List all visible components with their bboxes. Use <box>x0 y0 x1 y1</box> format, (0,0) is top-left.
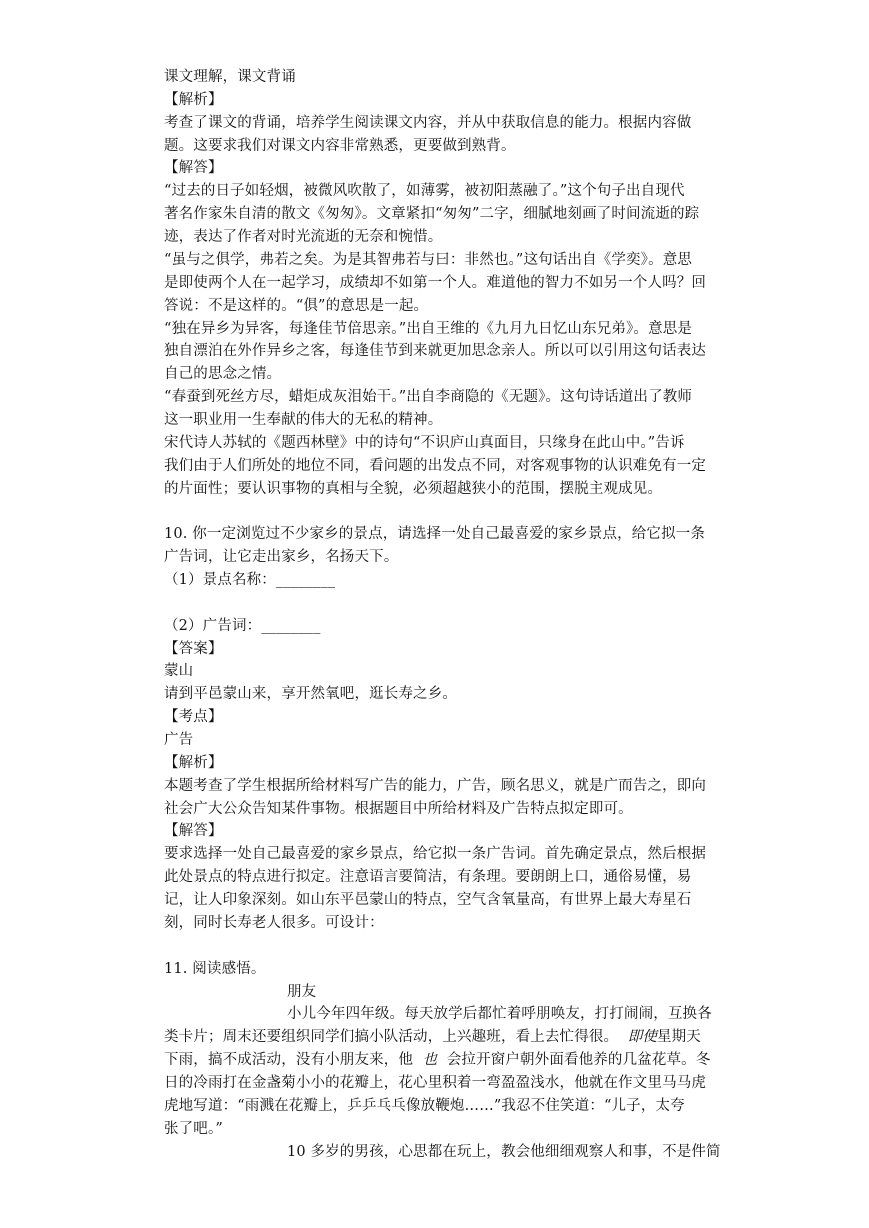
passage-text-segment: 星期天 <box>657 1029 701 1045</box>
section-heading-answer: 【答案】 <box>164 641 223 657</box>
solution-text-line: 著名作家朱自清的散文《匆匆》。文章紧扣“匆匆”二字，细腻地刻画了时间流逝的踪 <box>164 206 700 222</box>
analysis-text-line: 社会广大公众告知某件事物。根据题目中所给材料及广告特点拟定即可。 <box>164 801 633 817</box>
solution-text-line: 答说：不是这样的。“俱”的意思是一起。 <box>164 298 429 314</box>
question-11-prompt: 11. 阅读感悟。 <box>164 961 266 977</box>
section-heading-analysis: 【解析】 <box>164 755 223 771</box>
solution-text-line: 要求选择一处自己最喜爱的家乡景点，给它拟一条广告词。首先确定景点，然后根据 <box>164 846 707 862</box>
solution-text-line: “虽与之俱学，弗若之矣。为是其智弗若与曰：非然也。”这句话出自《学奕》。意思 <box>164 252 693 268</box>
passage-text-segment: 类卡片；周末还要组织同学们搞小队活动，上兴趣班，看上去忙得很。 <box>164 1029 619 1045</box>
solution-text-line: 此处景点的特点进行拟定。注意语言要简洁，有条理。要朗朗上口，通俗易懂，易 <box>164 869 692 885</box>
passage-text-line: 张了吧。” <box>164 1121 223 1137</box>
analysis-text-line: 本题考查了学生根据所给材料写广告的能力，广告，顾名思义，就是广而告之，即向 <box>164 778 707 794</box>
solution-text-line: 我们由于人们所处的地位不同，看问题的出发点不同，对客观事物的认识难免有一定 <box>164 458 707 474</box>
section-heading-solution: 【解答】 <box>164 823 223 839</box>
passage-text-segment: 会拉开窗户朝外面看他养的几盆花草。冬 <box>446 1052 711 1068</box>
answer-topic: 课文理解，课文背诵 <box>164 69 296 85</box>
section-heading-topic: 【考点】 <box>164 709 223 725</box>
answer-text-line: 请到平邑蒙山来，享开然氧吧，逛长寿之乡。 <box>164 686 457 702</box>
passage-title: 朋友 <box>287 984 317 1000</box>
passage-emphasized-word: 即使 <box>627 1029 657 1045</box>
passage-text-line: 虎地写道：“雨溅在花瓣上，乒乒乓乓像放鞭炮……”我忍不住笑道：“儿子，太夸 <box>164 1098 685 1114</box>
solution-text-line: 的片面性；要认识事物的真相与全貌，必须超越狭小的范围，摆脱主观成见。 <box>164 481 663 497</box>
analysis-text-line: 题。这要求我们对课文内容非常熟悉，更要做到熟背。 <box>164 138 516 154</box>
section-heading-analysis: 【解析】 <box>164 92 223 108</box>
solution-text-line: 独自漂泊在外作异乡之客，每逢佳节到来就更加思念亲人。所以可以引用这句话表达 <box>164 343 707 359</box>
solution-text-line: 迹，表达了作者对时光流逝的无奈和惋惜。 <box>164 229 443 245</box>
solution-text-line: “春蚕到死丝方尽，蜡炬成灰泪始干。”出自李商隐的《无题》。这句诗话道出了教师 <box>164 389 693 405</box>
section-heading-solution: 【解答】 <box>164 160 223 176</box>
passage-text-line <box>164 1050 710 1070</box>
analysis-text-line: 考查了课文的背诵，培养学生阅读课文内容，并从中获取信息的能力。根据内容做 <box>164 115 692 131</box>
solution-text-line: 自己的思念之情。 <box>164 366 282 382</box>
solution-text-line: “过去的日子如轻烟，被微风吹散了，如薄雾，被初阳蒸融了。”这个句子出自现代 <box>164 183 685 199</box>
topic-text-line: 广告 <box>164 732 194 748</box>
passage-text-line: 日的冷雨打在金盏菊小小的花瓣上，花心里积着一弯盈盈浅水，他就在作文里马马虎 <box>164 1075 707 1091</box>
passage-text-line: 10 多岁的男孩，心思都在玩上，教会他细细观察人和事，不是件简 <box>287 1144 721 1160</box>
answer-text-line: 蒙山 <box>164 663 194 679</box>
passage-text-segment: 下雨，搞不成活动，没有小朋友来，他 <box>164 1052 414 1068</box>
question-10-prompt: 广告词，让它走出家乡，名扬天下。 <box>164 549 399 565</box>
question-10-blank-1: （1）景点名称：________ <box>164 572 336 588</box>
solution-text-line: “独在异乡为异客，每逢佳节倍思亲。”出自王维的《九月九日忆山东兄弟》。意思是 <box>164 321 693 337</box>
solution-text-line: 记，让人印象深刻。如山东平邑蒙山的特点，空气含氧量高，有世界上最大寿星石 <box>164 892 692 908</box>
solution-text-line: 这一职业用一生奉献的伟大的无私的精神。 <box>164 412 443 428</box>
question-10-blank-2: （2）广告词：________ <box>164 618 321 634</box>
passage-emphasized-word: 也 <box>422 1052 438 1068</box>
solution-text-line: 是即使两个人在一起学习，成绩却不如第一个人。难道他的智力不如另一个人吗？回 <box>164 275 707 291</box>
passage-text-line <box>164 1027 701 1047</box>
question-10-prompt: 10. 你一定浏览过不少家乡的景点，请选择一处自己最喜爱的家乡景点，给它拟一条 <box>164 526 706 542</box>
solution-text-line: 刻，同时长寿老人很多。可设计： <box>164 915 384 931</box>
solution-text-line: 宋代诗人苏轼的《题西林壁》中的诗句“不识庐山真面目，只缘身在此山中。”告诉 <box>164 435 685 451</box>
passage-text-line: 小儿今年四年级。每天放学后都忙着呼朋唤友，打打闹闹，互换各 <box>287 1006 712 1022</box>
